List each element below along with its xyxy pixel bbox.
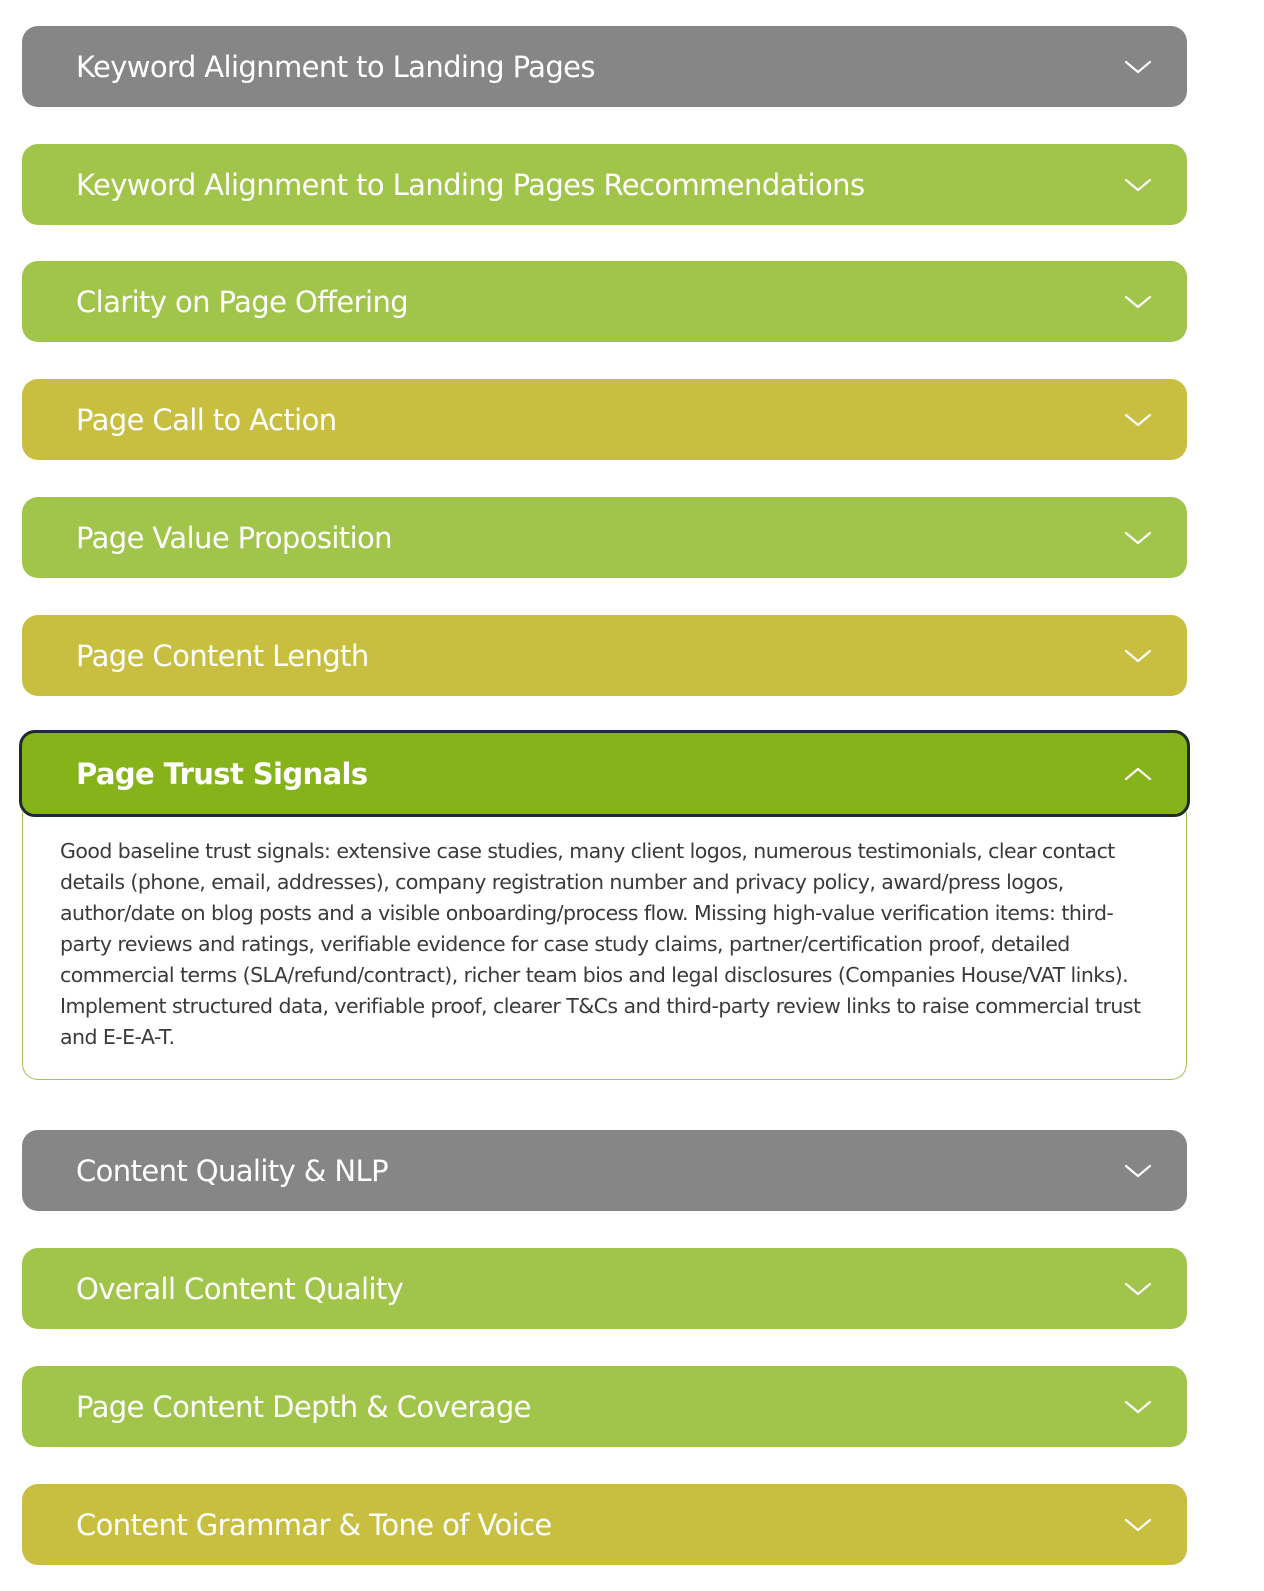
chevron-down-icon [1123, 411, 1153, 429]
accordion-header-label: Clarity on Page Offering [76, 284, 409, 319]
accordion-header-keyword-alignment[interactable] [22, 26, 1187, 107]
chevron-down-icon [1123, 58, 1153, 76]
accordion-header-label: Page Trust Signals [76, 756, 368, 791]
chevron-down-icon [1123, 293, 1153, 311]
accordion-header-overall-content-quality[interactable] [22, 1248, 1187, 1329]
accordion-header-content-quality-nlp[interactable] [22, 1130, 1187, 1211]
chevron-down-icon [1123, 1398, 1153, 1416]
chevron-down-icon [1123, 1516, 1153, 1534]
accordion-header-label: Keyword Alignment to Landing Pages [76, 49, 595, 84]
accordion-panel-text: Good baseline trust signals: extensive case studies, many client logos, numerous testimonials, clear contact details (phone, email, addresses), company registration number and privacy policy, award/press logos, author/date on blog posts and a visible onboarding/process flow. Missing high-value verification items: third-party reviews and ratings, verifiable evidence for case study claims, partner/certification proof, detailed commercial terms (SLA/refund/contract), richer team bios and legal disclosures (Companies House/VAT links). Implement structured data, verifiable proof, clearer T&Cs and third-party review links to raise commercial trust and E-E-A-T. [60, 839, 1141, 1049]
chevron-down-icon [1123, 1162, 1153, 1180]
chevron-up-icon [1123, 765, 1153, 783]
accordion-header-label: Page Content Length [76, 638, 369, 673]
accordion-header-clarity-on-page-offering[interactable] [22, 261, 1187, 342]
accordion-panel-page-trust-signals [22, 812, 1187, 1080]
accordion-header-page-content-length[interactable] [22, 615, 1187, 696]
chevron-down-icon [1123, 1280, 1153, 1298]
chevron-down-icon [1123, 529, 1153, 547]
chevron-down-icon [1123, 647, 1153, 665]
accordion-header-label: Content Grammar & Tone of Voice [76, 1507, 552, 1542]
accordion-header-keyword-alignment-recommendations[interactable] [22, 144, 1187, 225]
accordion-header-page-content-depth-coverage[interactable] [22, 1366, 1187, 1447]
accordion-header-label: Content Quality & NLP [76, 1153, 388, 1188]
accordion-header-label: Page Call to Action [76, 402, 337, 437]
accordion-header-label: Page Value Proposition [76, 520, 392, 555]
accordion-header-page-call-to-action[interactable] [22, 379, 1187, 460]
accordion-header-page-value-proposition[interactable] [22, 497, 1187, 578]
accordion-header-label: Keyword Alignment to Landing Pages Recommendations [76, 167, 865, 202]
accordion-header-label: Overall Content Quality [76, 1271, 404, 1306]
accordion-header-page-trust-signals[interactable] [19, 730, 1190, 817]
accordion-header-label: Page Content Depth & Coverage [76, 1389, 531, 1424]
chevron-down-icon [1123, 176, 1153, 194]
accordion-header-content-grammar-tone[interactable] [22, 1484, 1187, 1565]
